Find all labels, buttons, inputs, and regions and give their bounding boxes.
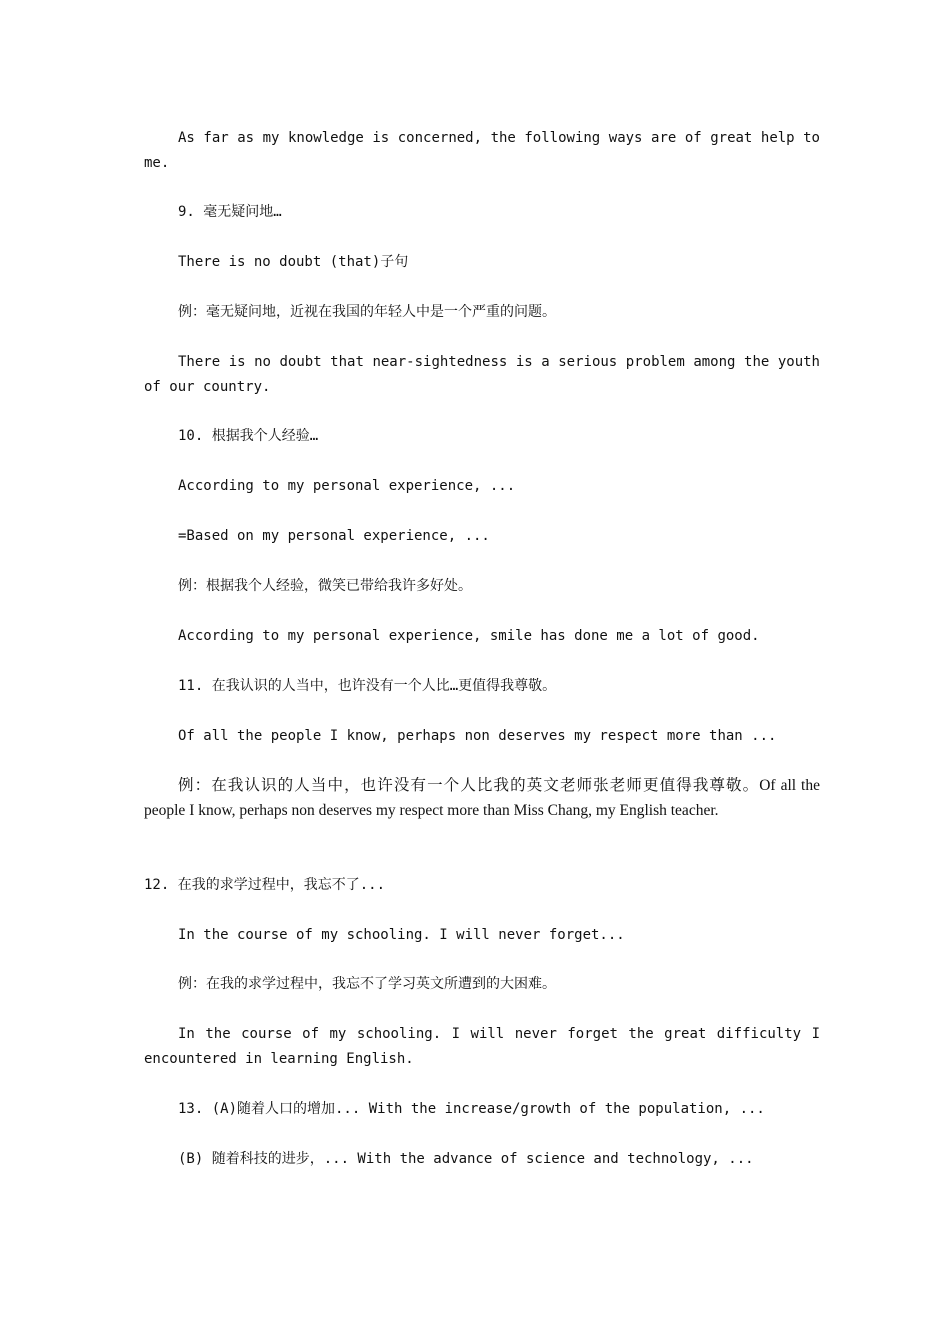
heading-item-11: 11. 在我认识的人当中，也许没有一个人比…更值得我尊敬。 [178, 678, 557, 694]
example-zh-item-9: 例：毫无疑问地，近视在我国的年轻人中是一个严重的问题。 [178, 304, 556, 320]
paragraph-intro: As far as my knowledge is concerned, the following ways are of great help to me. [144, 130, 829, 171]
example-en-item-9: There is no doubt that near-sightedness is a serious problem among the youth of our country. [144, 354, 829, 395]
example-en-item-10: According to my personal experience, smile has done me a lot of good. [178, 628, 760, 644]
example-item-11: 例：在我认识的人当中，也许没有一个人比我的英文老师张老师更值得我尊敬。Of all the people I know, perhaps non deserves my respect more than Miss Chang, my English teacher. [144, 777, 824, 819]
pattern-item-12: In the course of my schooling. I will never forget... [178, 927, 625, 943]
item-13-b: (B) 随着科技的进步，... With the advance of science and technology, ... [178, 1151, 754, 1167]
pattern-item-10: According to my personal experience, ... [178, 478, 516, 494]
pattern-alt-item-10: =Based on my personal experience, ... [178, 528, 490, 544]
item-13-a: 13. (A)随着人口的增加... With the increase/growth of the population, ... [178, 1101, 765, 1117]
example-en-item-12: In the course of my schooling. I will never forget the great difficulty I encountered in learning English. [144, 1026, 829, 1067]
pattern-item-9: There is no doubt (that)子句 [178, 254, 409, 270]
example-zh-item-12: 例：在我的求学过程中，我忘不了学习英文所遭到的大困难。 [178, 976, 556, 992]
heading-item-9: 9. 毫无疑问地… [178, 204, 282, 220]
example-zh-item-10: 例：根据我个人经验，微笑已带给我许多好处。 [178, 578, 472, 594]
pattern-item-11: Of all the people I know, perhaps non deserves my respect more than ... [178, 728, 777, 744]
heading-item-12: 12. 在我的求学过程中，我忘不了... [144, 877, 386, 893]
heading-item-10: 10. 根据我个人经验… [178, 428, 319, 444]
